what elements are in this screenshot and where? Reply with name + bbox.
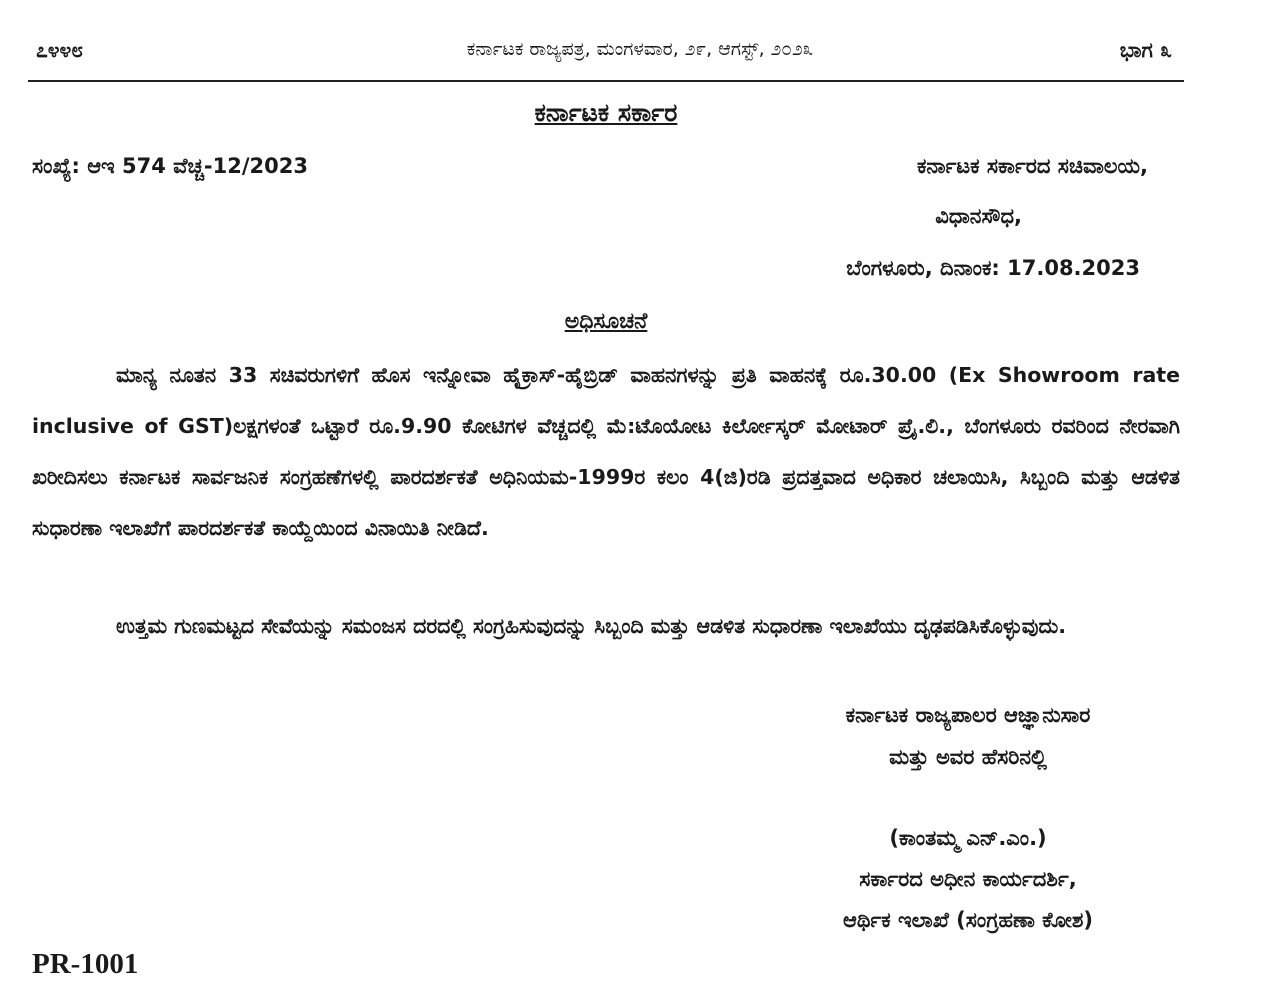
signatory-department: ಆರ್ಥಿಕ ಇಲಾಖೆ (ಸಂಗ್ರಹಣಾ ಕೋಶ) (842, 908, 1094, 932)
header-rule (28, 80, 1184, 82)
signatory-designation: ಸರ್ಕಾರದ ಅಧೀನ ಕಾರ್ಯದರ್ಶಿ, (859, 867, 1077, 891)
reference-number: ಸಂಖ್ಯೆ: ಆಇ 574 ವೆಚ್ಚ-12/2023 (32, 154, 308, 178)
gazette-header: ಕರ್ನಾಟಕ ರಾಜ್ಯಪತ್ರ, ಮಂಗಳವಾರ, ೨೯, ಆಗಸ್ಟ್, ೨೦೨೩ (466, 38, 814, 60)
signature-authority: ಕರ್ನಾಟಕ ರಾಜ್ಯಪಾಲರ ಆಜ್ಞಾನುಸಾರ (845, 703, 1091, 727)
print-code: PR-1001 (32, 948, 139, 980)
signatory-name: (ಕಾಂತಮ್ಮ ಎನ್.ಎಂ.) (889, 826, 1047, 850)
notification-title: ಅಧಿಸೂಚನೆ (564, 309, 648, 334)
page-number: ೭೪೪೮ (36, 38, 84, 62)
gazette-part: ಭಾಗ ೩ (1119, 38, 1172, 62)
document-title: ಕರ್ನಾಟಕ ಸರ್ಕಾರ (534, 98, 678, 127)
body-paragraph-1: ಮಾನ್ಯ ನೂತನ 33 ಸಚಿವರುಗಳಿಗೆ ಹೊಸ ಇನ್ನೋವಾ ಹೈಕ್ರಾಸ್-ಹೈಬ್ರಿಡ್ ವಾಹನಗಳನ್ನು ಪ್ರತಿ ವಾಹನಕ್ಕೆ ರೂ.30.00 (Ex Showroom rate inclusive of GST)ಲಕ್ಷಗಳಂತೆ ಒಟ್ಟಾರೆ ರೂ.9.90 ಕೋಟಿಗಳ ವೆಚ್ಚದಲ್ಲಿ ಮೆ:ಟೊಯೋಟ ಕಿರ್ಲೋಸ್ಕರ್ ಮೋಟಾರ್ ಪ್ರೈ.ಲಿ., ಬೆಂಗಳೂರು ರವರಿಂದ ನೇರವಾಗಿ ಖರೀದಿಸಲು ಕರ್ನಾಟಕ ಸಾರ್ವಜನಿಕ ಸಂಗ್ರಹಣೆಗಳಲ್ಲಿ ಪಾರದರ್ಶಕತೆ ಅಧಿನಿಯಮ-1999ರ ಕಲಂ 4(ಜಿ)ರಡಿ ಪ್ರದತ್ತವಾದ ಅಧಿಕಾರ ಚಲಾಯಿಸಿ, ಸಿಬ್ಬಂದಿ ಮತ್ತು ಆಡಳಿತ ಸುಧಾರಣಾ ಇಲಾಖೆಗೆ ಪಾರದರ್ಶಕತೆ ಕಾಯ್ದೆಯಿಂದ ವಿನಾಯಿತಿ ನೀಡಿದೆ. (32, 363, 1180, 540)
address-secretariat: ಕರ್ನಾಟಕ ಸರ್ಕಾರದ ಸಚಿವಾಲಯ, (916, 154, 1148, 178)
body-paragraph-2: ಉತ್ತಮ ಗುಣಮಟ್ಟದ ಸೇವೆಯನ್ನು ಸಮಂಜಸ ದರದಲ್ಲಿ ಸಂಗ್ರಹಿಸುವುದನ್ನು ಸಿಬ್ಬಂದಿ ಮತ್ತು ಆಡಳಿತ ಸುಧಾರಣಾ ಇಲಾಖೆಯು ದೃಢಪಡಿಸಿಕೊಳ್ಳುವುದು. (116, 614, 1067, 638)
address-vidhana-soudha: ವಿಧಾನಸೌಧ, (935, 204, 1022, 228)
address-city-date: ಬೆಂಗಳೂರು, ದಿನಾಂಕ: 17.08.2023 (846, 256, 1140, 280)
signature-authority-2: ಮತ್ತು ಅವರ ಹೆಸರಿನಲ್ಲಿ (889, 745, 1047, 769)
